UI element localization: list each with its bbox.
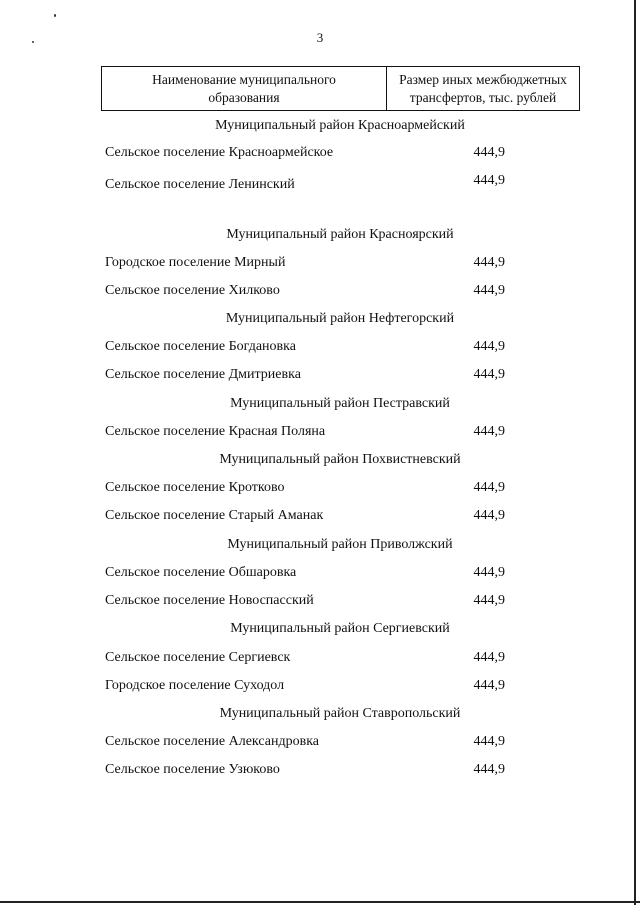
transfer-amount: 444,9 [473,565,505,580]
settlement-name: Сельское поселение Богдановка [105,339,296,354]
table-row [105,424,505,444]
header-transfer-amount: Размер иных межбюджетных трансфертов, тыс. рублей [399,71,567,105]
table-row [105,367,505,387]
table-row [105,283,505,303]
table-row [105,565,505,585]
transfer-amount: 444,9 [473,283,505,298]
scan-speck [54,14,56,17]
settlement-name: Сельское поселение Красная Поляна [105,424,326,439]
table-row [105,480,505,500]
settlement-name: Городское поселение Мирный [105,255,286,270]
settlement-name: Сельское поселение Кротково [105,480,285,495]
district-heading: Муниципальный район Красноармейский [215,118,465,133]
district-heading: Муниципальный район Похвистневский [219,452,461,467]
table-row [105,650,505,670]
settlement-name: Сельское поселение Дмитриевка [105,367,301,382]
settlement-name: Сельское поселение Новоспасский [105,593,314,608]
transfer-amount: 444,9 [473,593,505,608]
transfer-amount: 444,9 [473,173,505,188]
settlement-name: Сельское поселение Сергиевск [105,650,291,665]
table-row [105,508,505,528]
table-row [105,678,505,698]
district-heading: Муниципальный район Нефтегорский [225,311,455,326]
table-header [101,66,580,111]
transfer-amount: 444,9 [473,367,505,382]
table-row [105,145,505,165]
transfer-amount: 444,9 [473,650,505,665]
transfer-amount: 444,9 [473,255,505,270]
transfer-amount: 444,9 [473,508,505,523]
scan-edge-bottom [0,901,640,903]
table-row [105,339,505,359]
transfer-amount: 444,9 [473,424,505,439]
table-row [105,255,505,275]
page-number: 3 [316,30,324,45]
settlement-name: Городское поселение Суходол [105,678,285,693]
transfer-amount: 444,9 [473,480,505,495]
table-row [105,762,505,782]
district-heading: Муниципальный район Ставропольский [219,706,461,721]
table-row [105,175,505,195]
district-heading: Муниципальный район Сергиевский [230,621,450,636]
header-municipality-name: Наименование муниципального образования [102,67,387,110]
transfer-amount: 444,9 [473,762,505,777]
district-heading: Муниципальный район Пестравский [230,396,450,411]
table-row [105,734,505,754]
district-heading: Муниципальный район Красноярский [226,227,454,242]
settlement-name: Сельское поселение Обшаровка [105,565,297,580]
scan-edge-right [634,0,636,905]
settlement-name: Сельское поселение Александровка [105,734,320,749]
transfer-amount: 444,9 [473,734,505,749]
transfer-amount: 444,9 [473,339,505,354]
transfer-amount: 444,9 [473,678,505,693]
settlement-name: Сельское поселение Хилково [105,283,280,298]
settlement-name: Сельское поселение Красноармейское [105,145,334,160]
settlement-name: Сельское поселение Старый Аманак [105,508,324,523]
district-heading: Муниципальный район Приволжский [227,537,453,552]
settlement-name: Сельское поселение Ленинский [105,177,295,192]
settlement-name: Сельское поселение Узюково [105,762,280,777]
table-row [105,593,505,613]
transfer-amount: 444,9 [473,145,505,160]
